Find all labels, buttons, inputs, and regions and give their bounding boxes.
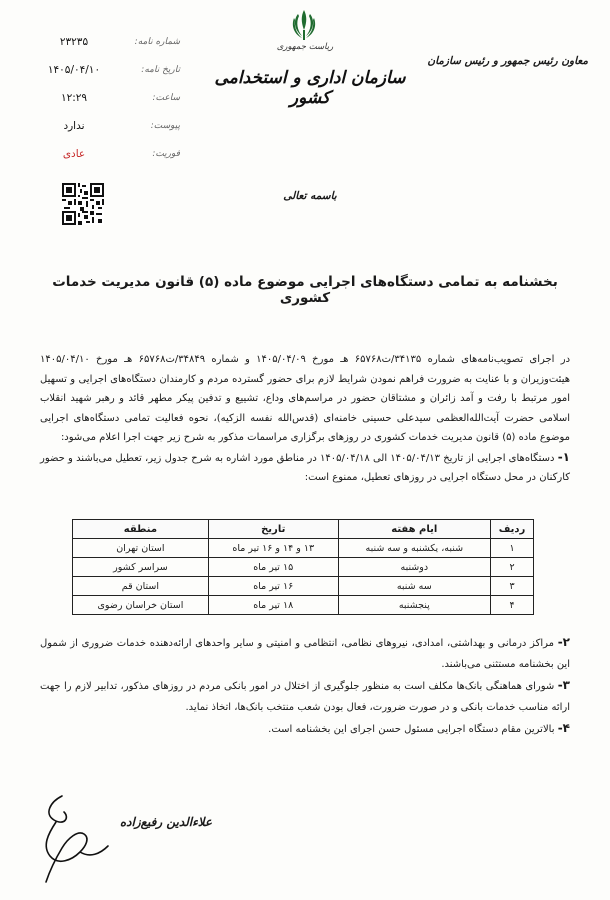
signature-icon [20,790,120,890]
header-weekdays: ایام هفته [338,520,490,539]
holiday-schedule-table [72,519,534,615]
iran-emblem-icon [290,8,318,42]
table-row [73,577,534,596]
letter-meta [20,28,180,168]
table-row [73,539,534,558]
meta-row [20,84,180,112]
document-items [40,632,570,740]
signer-name: علاءالدین رفیع‌زاده [119,815,213,829]
meta-row [20,28,180,56]
organization-name: سازمان اداری و استخدامی کشور [214,68,406,108]
row-number: ۴ [491,596,534,615]
basmala: باسمه تعالی [283,190,337,202]
document-body [40,350,570,488]
priority-value: عادی [62,148,86,160]
row-date: ۱۵ تیر ماه [208,558,338,577]
header-row-number: ردیف [491,520,534,539]
item-text: مراکز درمانی و بهداشتی، امدادی، نیروهای نظامی، انتظامی و امنیتی و سایر واحدهای ارائه‌دهنده خدمات ضروری از شمول این بخشنامه مستثنی می‌باشند. [40,638,570,670]
intro-paragraph: در اجرای تصویب‌نامه‌های شماره ۳۴۱۳۵/ت۶۵۷۶۸ هـ مورخ ۱۴۰۵/۰۴/۰۹ و شماره ۳۴۸۴۹/ت۶۵۷۶۸ هـ مورخ ۱۴۰۵/۰۴/۱۰ هیئت‌وزیران و با عنایت به ضرورت فراهم نمودن شرایط لازم برای حضور گسترده مردم و کارمندان دستگاه‌های اجرایی و تسهیل امور مرتبط با رفت و آمد زائران و مشتاقان حضور در مراسم‌های وداع، تشییع و تدفین پیکر مطهر قائد و رهبر شهید انقلاب اسلامی حضرت آیت‌الله‌العظمی سیدعلی حسینی خامنه‌ای (قدس‌الله نفسه الزکیه)، نحوه فعالیت تمامی دستگاه‌های اجرایی موضوع ماده (۵) قانون مدیریت خدمات کشوری در روزهای برگزاری مراسمات مذکور به شرح زیر جهت اجرا اعلام می‌شود: [40,354,571,443]
meta-row [20,140,180,168]
row-region: استان قم [73,577,209,596]
row-date: ۱۸ تیر ماه [208,596,338,615]
document-title: بخشنامه به تمامی دستگاه‌های اجرایی موضوع ماده (۵) قانون مدیریت خدمات کشوری [52,274,558,306]
letter-time: ۱۲:۲۹ [60,92,88,104]
item-text: شورای هماهنگی بانک‌ها مکلف است به منظور جلوگیری از اختلال در امور بانکی مردم در روزهای مذکور، تدابیر لازم را جهت ارائه مناسب خدمات بانکی و در صورت ضرورت، فعال بودن شعب منتخب بانک‌ها، اتخاذ نماید. [40,681,570,713]
row-date: ۱۶ تیر ماه [208,577,338,596]
meta-row [20,56,180,84]
row-number: ۱ [491,539,534,558]
row-weekdays: دوشنبه [338,558,490,577]
meta-label: فوریت: [152,149,180,159]
row-weekdays: سه شنبه [338,577,490,596]
qr-code-icon [62,183,104,225]
row-number: ۲ [491,558,534,577]
meta-label: پیوست: [150,121,180,131]
deputy-title: معاون رئیس جمهور و رئیس سازمان [427,55,588,67]
meta-label: شماره نامه: [134,37,180,47]
letter-number: ۲۳۲۳۵ [59,36,89,48]
item-number: ۱- [557,449,570,464]
row-date: ۱۳ و ۱۴ و ۱۶ تیر ماه [208,539,338,558]
meta-label: ساعت: [152,93,180,103]
row-region: استان خراسان رضوی [73,596,209,615]
row-region: سراسر کشور [73,558,209,577]
attachment-value: ندارد [63,120,85,132]
item-number: ۲- [557,635,570,649]
item-1 [40,448,570,488]
letter-date: ۱۴۰۵/۰۴/۱۰ [47,64,101,76]
presidency-label: ریاست جمهوری [276,42,334,52]
table-row [73,558,534,577]
header-date: تاریخ [208,520,338,539]
meta-label: تاریخ نامه: [141,65,180,75]
row-weekdays: شنبه، یکشنبه و سه شنبه [338,539,490,558]
table-row [73,596,534,615]
item-2 [40,632,570,675]
row-number: ۳ [491,577,534,596]
table-header-row [73,520,534,539]
item-number: ۳- [557,678,570,692]
item-3 [40,675,570,718]
item-4 [40,718,570,740]
item-text: بالاترین مقام دستگاه اجرایی مسئول حسن اجرای این بخشنامه است. [268,724,555,735]
item-number: ۴- [557,721,570,735]
meta-row [20,112,180,140]
header-region: منطقه [73,520,209,539]
row-weekdays: پنجشنبه [338,596,490,615]
row-region: استان تهران [73,539,209,558]
item-text: دستگاه‌های اجرایی از تاریخ ۱۴۰۵/۰۴/۱۳ الی ۱۴۰۵/۰۴/۱۸ در مناطق مورد اشاره به شرح جدول زیر، تعطیل می‌باشند و حضور کارکنان در محل دستگاه اجرایی در روزهای تعطیل، ممنوع است: [40,452,570,483]
